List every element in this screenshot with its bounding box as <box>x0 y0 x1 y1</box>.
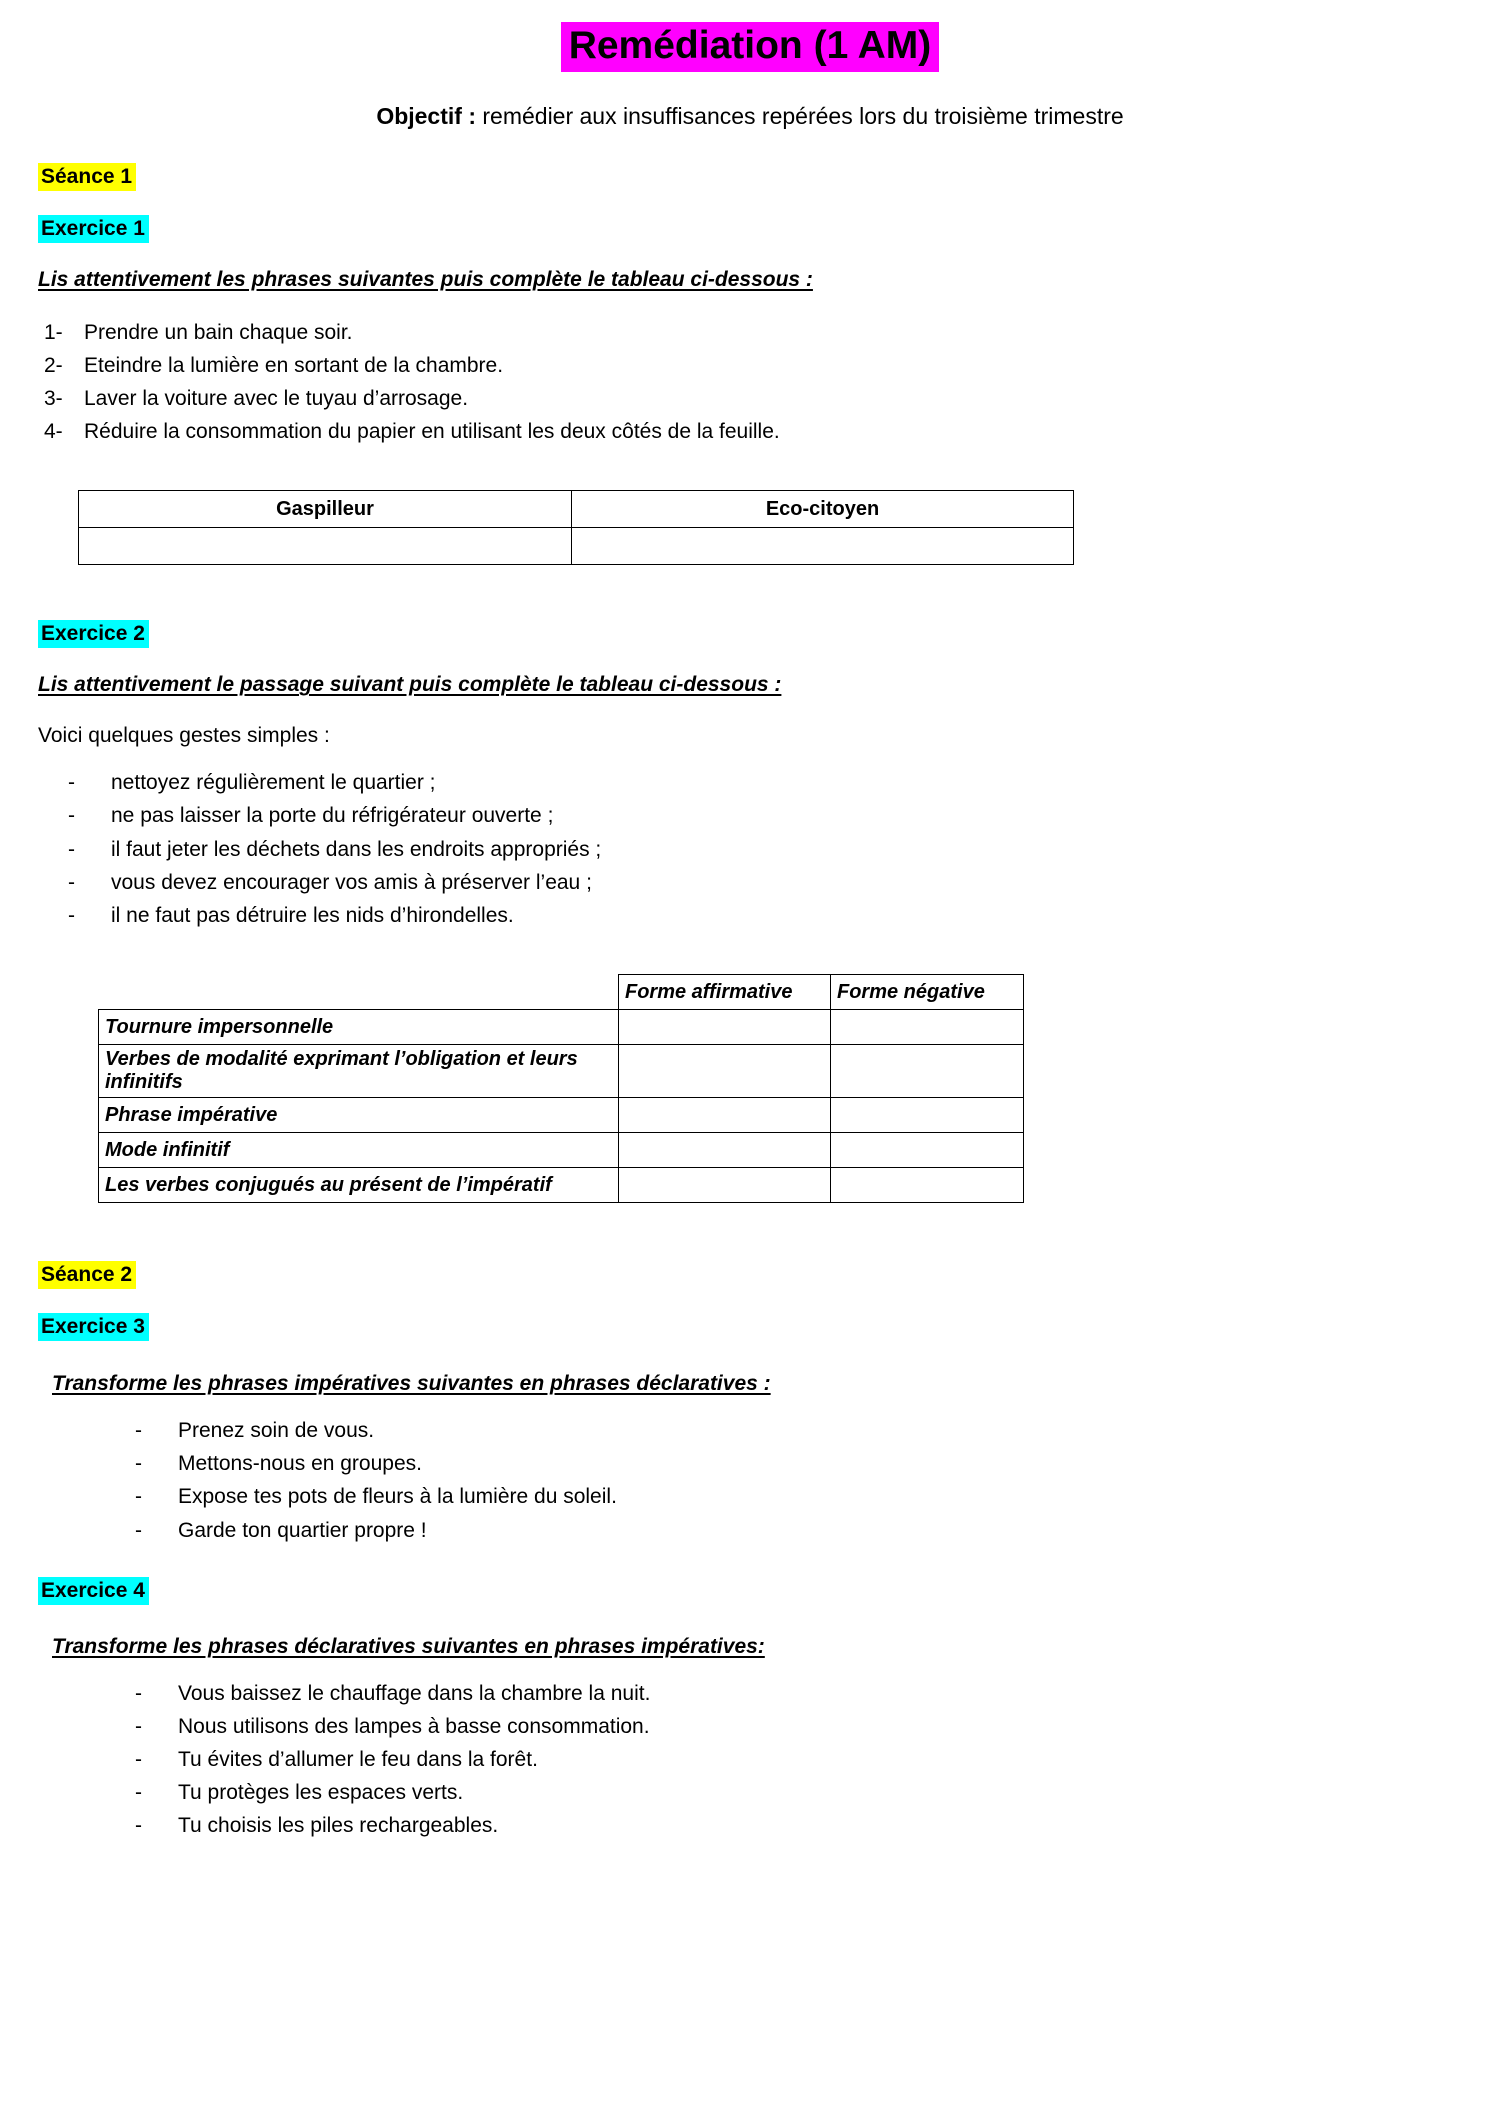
list-marker: - <box>135 1748 142 1772</box>
list-marker: 2- <box>44 353 63 377</box>
exercise-heading-2 <box>38 622 1500 646</box>
exercice-1-sentence-list <box>0 316 1500 449</box>
table-row <box>99 1098 1024 1133</box>
instruction-exercice-2: Lis attentivement le passage suivant puis complète le tableau ci-dessous : <box>38 673 782 697</box>
list-item <box>68 833 1500 866</box>
list-text: Garde ton quartier propre ! <box>178 1518 427 1542</box>
table-header-row <box>79 491 1074 528</box>
section-heading-seance-1 <box>38 165 1500 189</box>
list-text: Mettons-nous en groupes. <box>178 1452 422 1476</box>
list-marker: - <box>135 1781 142 1805</box>
list-item <box>68 766 1500 799</box>
table-cell-affirmative[interactable] <box>619 1045 831 1098</box>
list-marker: - <box>135 1518 142 1542</box>
table-header-cell: Gaspilleur <box>79 491 572 528</box>
table-header-cell: Eco-citoyen <box>572 491 1074 528</box>
list-marker: - <box>135 1814 142 1838</box>
list-text: Prenez soin de vous. <box>178 1419 375 1443</box>
title-block <box>0 0 1500 72</box>
seance-2-label: Séance 2 <box>38 1261 136 1289</box>
list-item <box>44 349 1500 382</box>
list-text: Eteindre la lumière en sortant de la chambre. <box>84 353 504 377</box>
list-item <box>135 1514 1500 1547</box>
table-row <box>99 1133 1024 1168</box>
exercice-4-label: Exercice 4 <box>38 1577 149 1605</box>
list-text: Réduire la consommation du papier en utilisant les deux côtés de la feuille. <box>84 420 780 444</box>
seance-1-label: Séance 1 <box>38 163 136 191</box>
table-row-label: Les verbes conjugués au présent de l’impératif <box>99 1168 619 1203</box>
table-cell-negative[interactable] <box>831 1168 1024 1203</box>
list-text: Expose tes pots de fleurs à la lumière du soleil. <box>178 1485 617 1509</box>
list-item <box>68 799 1500 832</box>
list-marker: - <box>68 903 75 927</box>
exercice-2-gesture-list <box>0 766 1500 932</box>
forme-affirmative-negative-table <box>98 974 1024 1203</box>
list-text: Tu évites d’allumer le feu dans la forêt. <box>178 1748 538 1772</box>
list-item <box>135 1743 1500 1776</box>
list-marker: - <box>135 1681 142 1705</box>
exercise-heading-1 <box>38 217 1500 241</box>
list-text: il faut jeter les déchets dans les endroits appropriés ; <box>111 837 602 861</box>
list-marker: 4- <box>44 420 63 444</box>
list-marker: - <box>135 1452 142 1476</box>
exercice-2-intro: Voici quelques gestes simples : <box>38 724 330 748</box>
list-item <box>135 1776 1500 1809</box>
table-header-cell: Forme affirmative <box>619 975 831 1010</box>
table-row <box>79 528 1074 565</box>
list-marker: - <box>68 771 75 795</box>
table-row <box>99 1168 1024 1203</box>
table-cell-affirmative[interactable] <box>619 1098 831 1133</box>
exercice-3-sentence-list <box>0 1414 1500 1547</box>
list-text: Tu protèges les espaces verts. <box>178 1781 464 1805</box>
list-text: il ne faut pas détruire les nids d’hirondelles. <box>111 903 514 927</box>
list-item <box>135 1809 1500 1842</box>
list-item <box>135 1480 1500 1513</box>
table-cell-affirmative[interactable] <box>619 1010 831 1045</box>
forme-table-container <box>98 974 1500 1203</box>
list-item <box>44 382 1500 415</box>
table-header-cell: Forme négative <box>831 975 1024 1010</box>
exercice-4-sentence-list <box>0 1677 1500 1843</box>
table-header-cell-blank <box>99 975 619 1010</box>
list-text: Laver la voiture avec le tuyau d’arrosage. <box>84 386 469 410</box>
objective-line <box>0 102 1500 132</box>
list-item <box>135 1677 1500 1710</box>
list-text: nettoyez régulièrement le quartier ; <box>111 771 436 795</box>
table-row-label: Tournure impersonnelle <box>99 1010 619 1045</box>
list-item <box>135 1710 1500 1743</box>
table-row-label: Mode infinitif <box>99 1133 619 1168</box>
page-title: Remédiation (1 AM) <box>561 22 940 72</box>
gaspilleur-ecocitoyen-table <box>78 490 1074 565</box>
table-row <box>99 1045 1024 1098</box>
exercice-2-label: Exercice 2 <box>38 620 149 648</box>
list-marker: - <box>135 1485 142 1509</box>
instruction-exercice-3: Transforme les phrases impératives suivantes en phrases déclaratives : <box>52 1372 771 1396</box>
list-item <box>44 316 1500 349</box>
table-cell-answer[interactable] <box>572 528 1074 565</box>
table-row-label: Phrase impérative <box>99 1098 619 1133</box>
instruction-exercice-1: Lis attentivement les phrases suivantes puis complète le tableau ci-dessous : <box>38 267 813 291</box>
table-row <box>99 1010 1024 1045</box>
list-item <box>135 1447 1500 1480</box>
list-text: Nous utilisons des lampes à basse consommation. <box>178 1714 650 1738</box>
list-marker: 3- <box>44 386 63 410</box>
table-cell-negative[interactable] <box>831 1133 1024 1168</box>
list-item <box>68 866 1500 899</box>
table-cell-answer[interactable] <box>79 528 572 565</box>
objective-label: Objectif : <box>376 102 476 129</box>
list-item <box>44 415 1500 448</box>
table-cell-negative[interactable] <box>831 1010 1024 1045</box>
list-marker: - <box>135 1714 142 1738</box>
list-marker: - <box>135 1419 142 1443</box>
exercice-3-label: Exercice 3 <box>38 1313 149 1341</box>
list-text: ne pas laisser la porte du réfrigérateur ouverte ; <box>111 804 554 828</box>
list-item <box>68 899 1500 932</box>
table-cell-negative[interactable] <box>831 1098 1024 1133</box>
table-header-row <box>99 975 1024 1010</box>
section-heading-seance-2 <box>38 1263 1500 1287</box>
table-cell-affirmative[interactable] <box>619 1133 831 1168</box>
list-marker: - <box>68 804 75 828</box>
list-text: Tu choisis les piles rechargeables. <box>178 1814 499 1838</box>
list-text: vous devez encourager vos amis à préserver l’eau ; <box>111 870 592 894</box>
list-item <box>135 1414 1500 1447</box>
list-text: Vous baissez le chauffage dans la chambre la nuit. <box>178 1681 651 1705</box>
table-row-label: Verbes de modalité exprimant l’obligation et leurs infinitifs <box>99 1045 619 1098</box>
list-marker: - <box>68 837 75 861</box>
table-cell-affirmative[interactable] <box>619 1168 831 1203</box>
exercise-heading-4 <box>38 1579 1500 1603</box>
list-marker: - <box>68 870 75 894</box>
list-marker: 1- <box>44 320 63 344</box>
objective-text: remédier aux insuffisances repérées lors du troisième trimestre <box>482 102 1124 129</box>
instruction-exercice-4: Transforme les phrases déclaratives suivantes en phrases impératives: <box>52 1634 765 1658</box>
exercise-heading-3 <box>38 1315 1500 1339</box>
table-cell-negative[interactable] <box>831 1045 1024 1098</box>
exercice-1-label: Exercice 1 <box>38 215 149 243</box>
list-text: Prendre un bain chaque soir. <box>84 320 353 344</box>
